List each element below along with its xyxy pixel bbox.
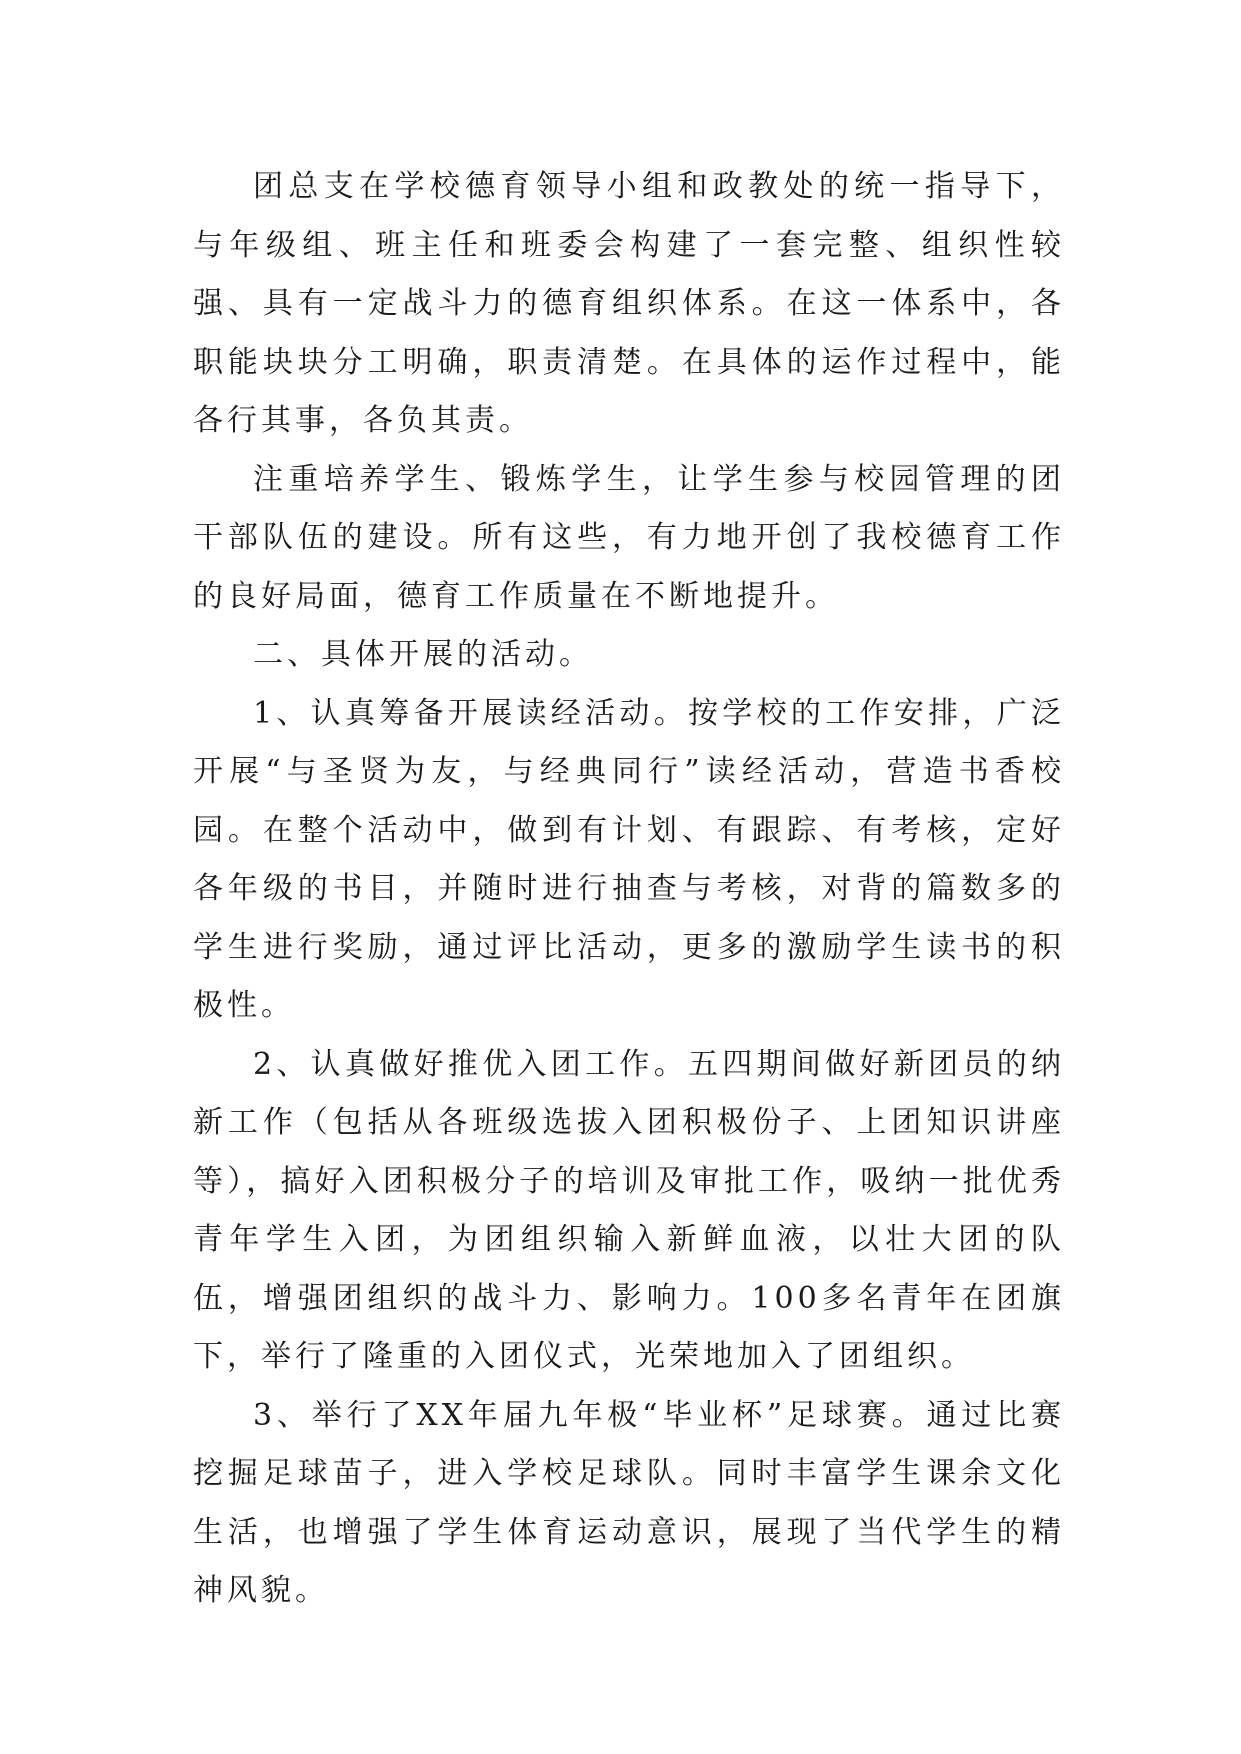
- document-body: [193, 158, 1065, 1621]
- paragraph-item-2: 2、认真做好推优入团工作。五四期间做好新团员的纳新工作（包括从各班级选拔入团积极份子、上团知识讲座等），搞好入团积极分子的培训及审批工作，吸纳一批优秀青年学生入团，为团组织输入新鲜血液，以壮大团的队伍，增强团组织的战斗力、影响力。100多名青年在团旗下，举行了隆重的入团仪式，光荣地加入了团组织。: [193, 1046, 1065, 1374]
- paragraph-1: 团总支在学校德育领导小组和政教处的统一指导下，与年级组、班主任和班委会构建了一套完整、组织性较强、具有一定战斗力的德育组织体系。在这一体系中，各职能块块分工明确，职责清楚。在具体的运作过程中，能各行其事，各负其责。: [193, 169, 1065, 438]
- section-heading: 二、具体开展的活动。: [253, 637, 593, 672]
- paragraph-item-3: 3、举行了XX年届九年极“毕业杯”足球赛。通过比赛挖掘足球苗子，进入学校足球队。同时丰富学生课余文化生活，也增强了学生体育运动意识，展现了当代学生的精神风貌。: [193, 1397, 1065, 1608]
- paragraph-item-1: 1、认真筹备开展读经活动。按学校的工作安排，广泛开展“与圣贤为友，与经典同行”读经活动，营造书香校园。在整个活动中，做到有计划、有跟踪、有考核，定好各年级的书目，并随时进行抽查与考核，对背的篇数多的学生进行奖励，通过评比活动，更多的激励学生读书的积极性。: [193, 695, 1065, 1023]
- paragraph-2: 注重培养学生、锻炼学生，让学生参与校园管理的团干部队伍的建设。所有这些，有力地开创了我校德育工作的良好局面，德育工作质量在不断地提升。: [193, 461, 1065, 614]
